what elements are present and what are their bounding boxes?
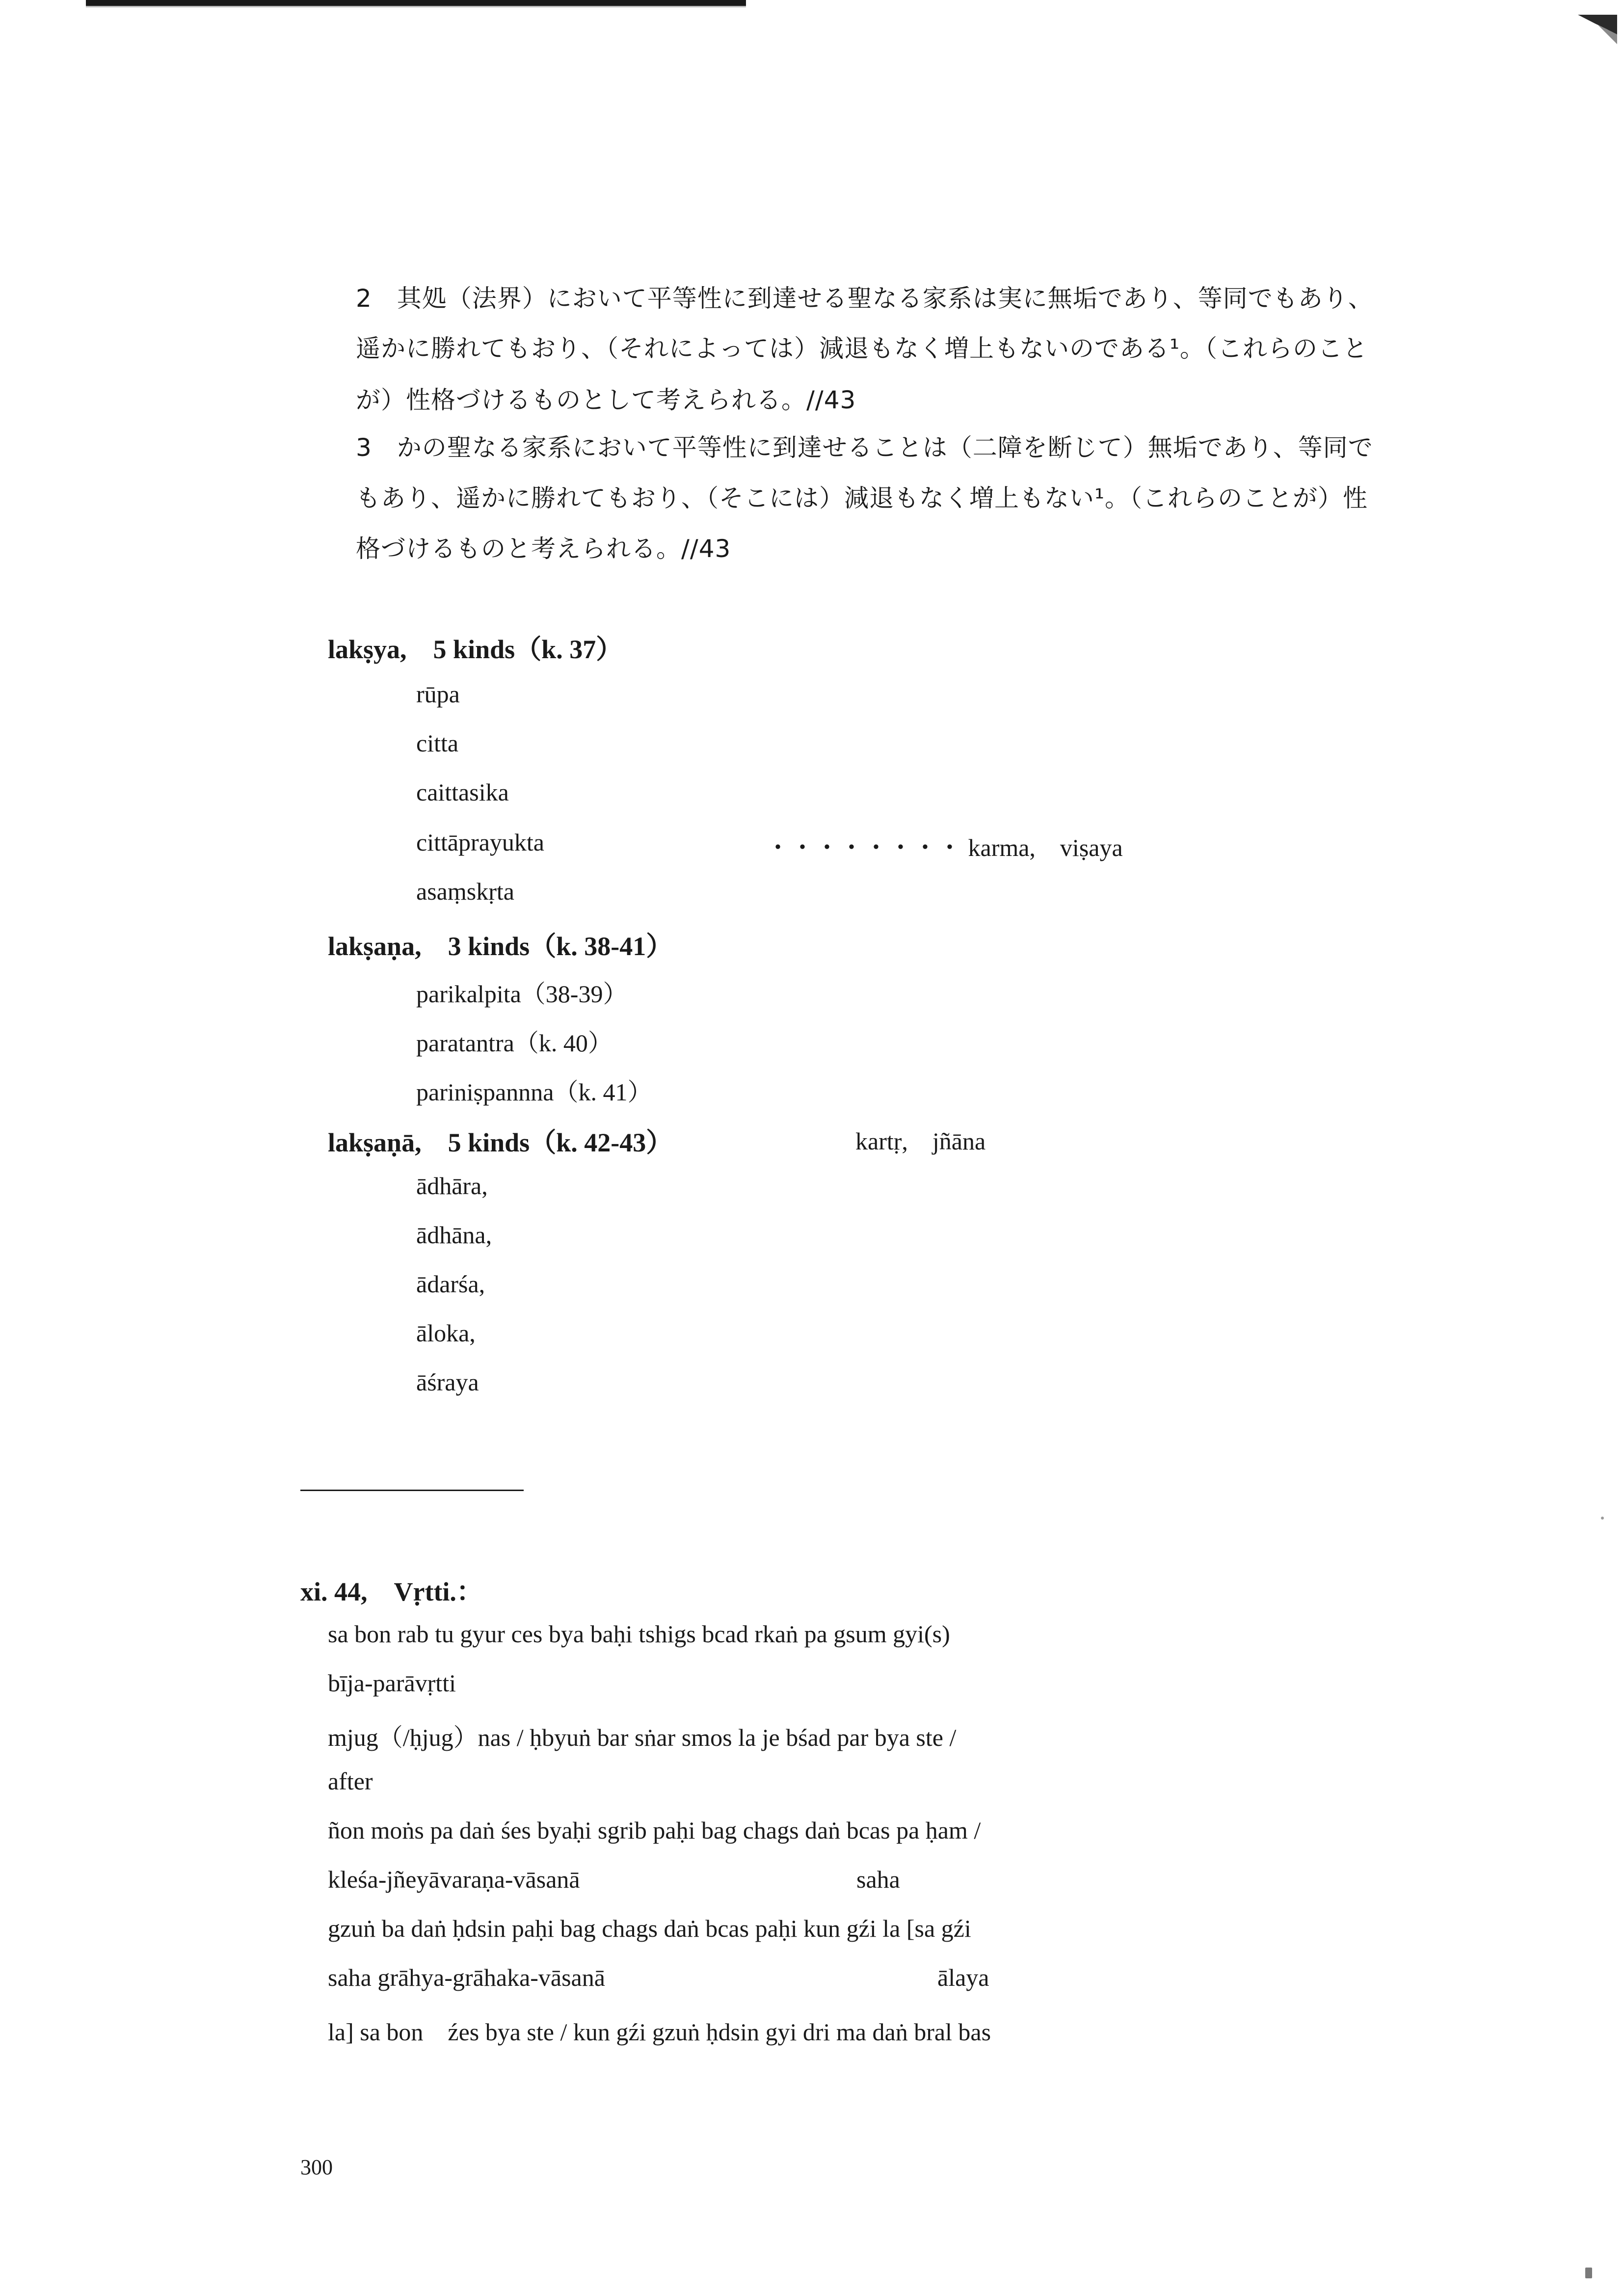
laksana2-item: āśraya — [416, 1368, 479, 1396]
jp-line: 2 其処（法界）において平等性に到達せる聖なる家系は実に無垢であり、等同でもあり、 — [356, 284, 1373, 313]
laksya-item: caittasika — [416, 778, 509, 806]
vrtti-line: saha — [856, 1866, 900, 1893]
laksya-item: cittāprayukta — [416, 828, 544, 856]
laksya-item: rūpa — [416, 680, 460, 708]
jp-line: が）性格づけるものとして考えられる。//43 — [356, 386, 856, 414]
vrtti-line: gzuṅ ba daṅ ḥdsin paḥi bag chags daṅ bcas paḥi kun gźi la [sa gźi — [328, 1915, 971, 1942]
scan-speck — [1585, 2268, 1592, 2278]
footnote-rule — [300, 1490, 524, 1491]
laksya-note: ・・・・・・・・ karma, viṣaya — [766, 834, 1123, 861]
vrtti-line: kleśa-jñeyāvaraṇa-vāsanā — [328, 1866, 580, 1893]
laksana2-item: āloka, — [416, 1319, 476, 1347]
laksya-heading: lakṣya, 5 kinds（k. 37） — [328, 635, 623, 664]
scan-speck — [1601, 1517, 1604, 1520]
laksana2-item: ādhāra, — [416, 1172, 488, 1200]
vrtti-line: mjug（/ḥjug）nas / ḥbyuṅ bar sṅar smos la je bśad par bya ste / — [328, 1724, 957, 1751]
laksana2-item: ādarśa, — [416, 1270, 485, 1298]
scan-corner-mark — [1578, 15, 1617, 44]
vrtti-line: la] sa bon źes bya ste / kun gźi gzuṅ ḥdsin gyi dri ma daṅ bral bas — [328, 2018, 991, 2046]
jp-line: 格づけるものと考えられる。//43 — [356, 534, 731, 563]
laksana2-note: kartṛ, jñāna — [855, 1127, 986, 1155]
scan-top-bar-shadow — [86, 6, 746, 7]
laksana-heading: lakṣaṇa, 3 kinds（k. 38-41） — [328, 932, 673, 961]
laksana2-heading: lakṣaṇā, 5 kinds（k. 42-43） — [328, 1128, 673, 1157]
vrtti-line: ālaya — [937, 1964, 989, 1991]
laksya-item: asaṃskṛta — [416, 878, 514, 905]
laksana-item: paratantra（k. 40） — [416, 1029, 612, 1057]
scan-top-bar — [86, 0, 746, 6]
laksana2-item: ādhāna, — [416, 1221, 492, 1249]
jp-line: 遥かに勝れてもおり、（それによっては）減退もなく増上もないのである¹。（これらのこと — [356, 334, 1368, 363]
jp-line: 3 かの聖なる家系において平等性に到達せることは（二障を断じて）無垢であり、等同で — [356, 433, 1373, 462]
laksana-item: pariniṣpannna（k. 41） — [416, 1078, 652, 1106]
vrtti-line: sa bon rab tu gyur ces bya baḥi tshigs bcad rkaṅ pa gsum gyi(s) — [328, 1620, 950, 1648]
vrtti-heading: xi. 44, Vṛtti.： — [300, 1577, 483, 1606]
laksana-item: parikalpita（38-39） — [416, 980, 628, 1008]
page-number: 300 — [300, 2155, 333, 2179]
vrtti-line: after — [328, 1767, 373, 1795]
jp-line: もあり、遥かに勝れてもおり、（そこには）減退もなく増上もない¹。（これらのことが）性 — [356, 484, 1368, 512]
vrtti-line: bīja-parāvṛtti — [328, 1669, 456, 1697]
vrtti-line: ñon moṅs pa daṅ śes byaḥi sgrib paḥi bag chags daṅ bcas pa ḥam / — [328, 1816, 981, 1844]
laksya-item: citta — [416, 729, 459, 757]
vrtti-line: saha grāhya-grāhaka-vāsanā — [328, 1964, 605, 1991]
